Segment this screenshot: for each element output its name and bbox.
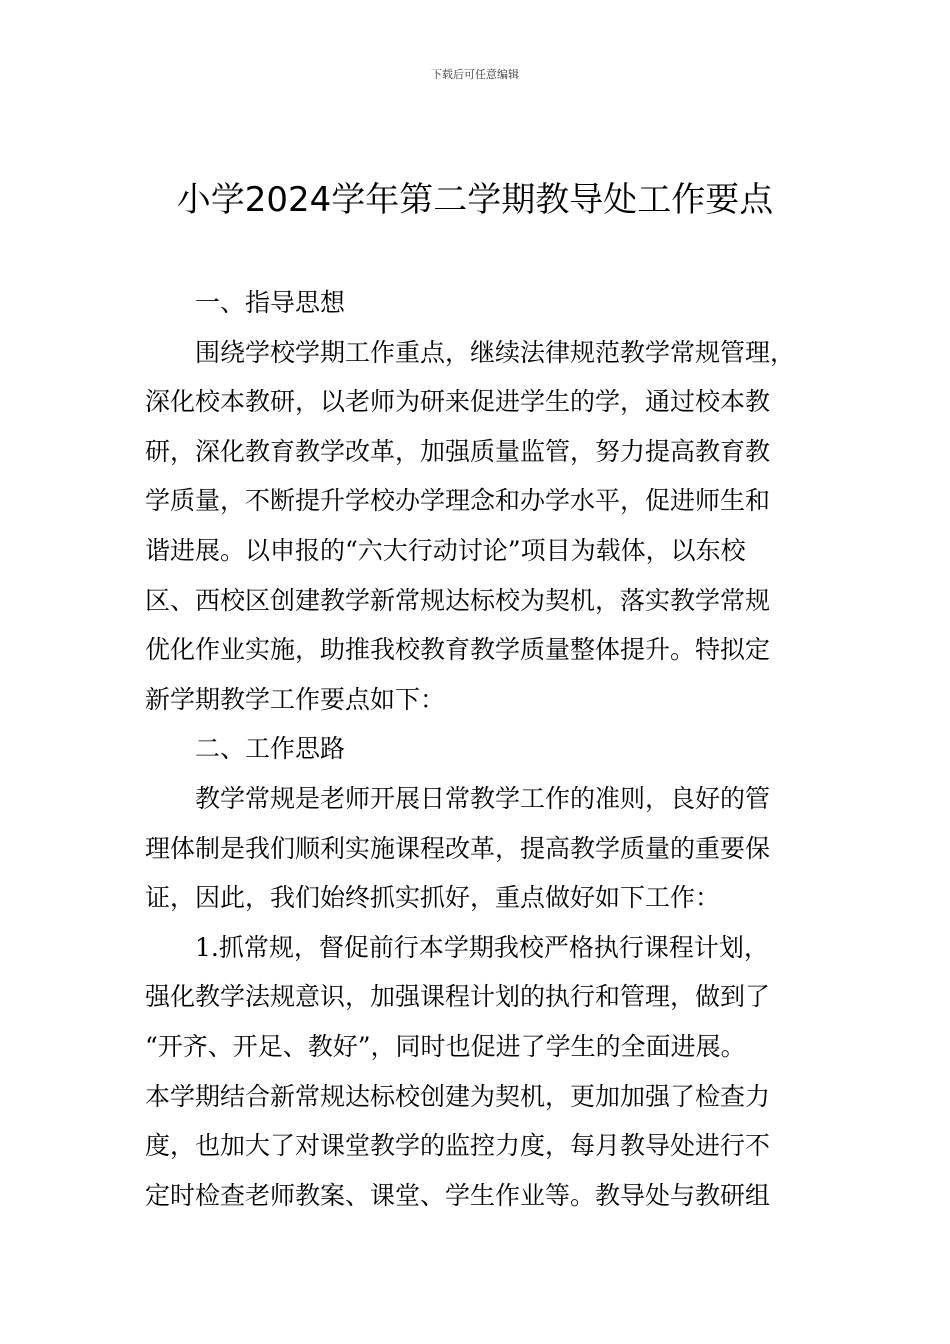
document-body bbox=[145, 278, 810, 1220]
body-line: 强化教学法规意识，加强课程计划的执行和管理，做到了 bbox=[145, 982, 771, 1012]
body-line: 本学期结合新常规达标校创建为契机，更加加强了检查力 bbox=[145, 1081, 771, 1111]
body-line: 二、工作思路 bbox=[195, 734, 346, 764]
body-line: 新学期教学工作要点如下： bbox=[145, 684, 446, 714]
body-line: 度，也加大了对课堂教学的监控力度，每月教导处进行不 bbox=[145, 1131, 771, 1161]
document-title: 小学2024学年第二学期教导处工作要点 bbox=[176, 180, 774, 220]
body-line: 优化作业实施，助推我校教育教学质量整体提升。特拟定 bbox=[145, 635, 771, 665]
body-line: 教学常规是老师开展日常教学工作的准则，良好的管 bbox=[195, 783, 771, 813]
body-line: 围绕学校学期工作重点，继续法律规范教学常规管理， bbox=[195, 337, 796, 367]
body-line: 一、指导思想 bbox=[195, 288, 346, 317]
body-line: 研，深化教育教学改革，加强质量监管，努力提高教育教 bbox=[145, 436, 771, 466]
body-line: 理体制是我们顺利实施课程改革，提高教学质量的重要保 bbox=[145, 833, 771, 863]
header-note: 下载后可任意编辑 bbox=[431, 68, 519, 81]
body-line: 1.抓常规，督促前行本学期我校严格执行课程计划， bbox=[195, 932, 769, 962]
body-line: 区、西校区创建教学新常规达标校为契机，落实教学常规 bbox=[145, 585, 771, 615]
body-line: 学质量，不断提升学校办学理念和办学水平，促进师生和 bbox=[145, 486, 771, 516]
body-line: 谐进展。以申报的“六大行动讨论”项目为载体，以东校 bbox=[145, 535, 746, 565]
body-line: 证，因此，我们始终抓实抓好，重点做好如下工作： bbox=[145, 883, 721, 913]
body-line: 定时检查老师教案、课堂、学生作业等。教导处与教研组 bbox=[145, 1180, 771, 1210]
body-line: “开齐、开足、教好”，同时也促进了学生的全面进展。 bbox=[145, 1031, 746, 1061]
body-line: 深化校本教研，以老师为研来促进学生的学，通过校本教 bbox=[145, 387, 771, 417]
